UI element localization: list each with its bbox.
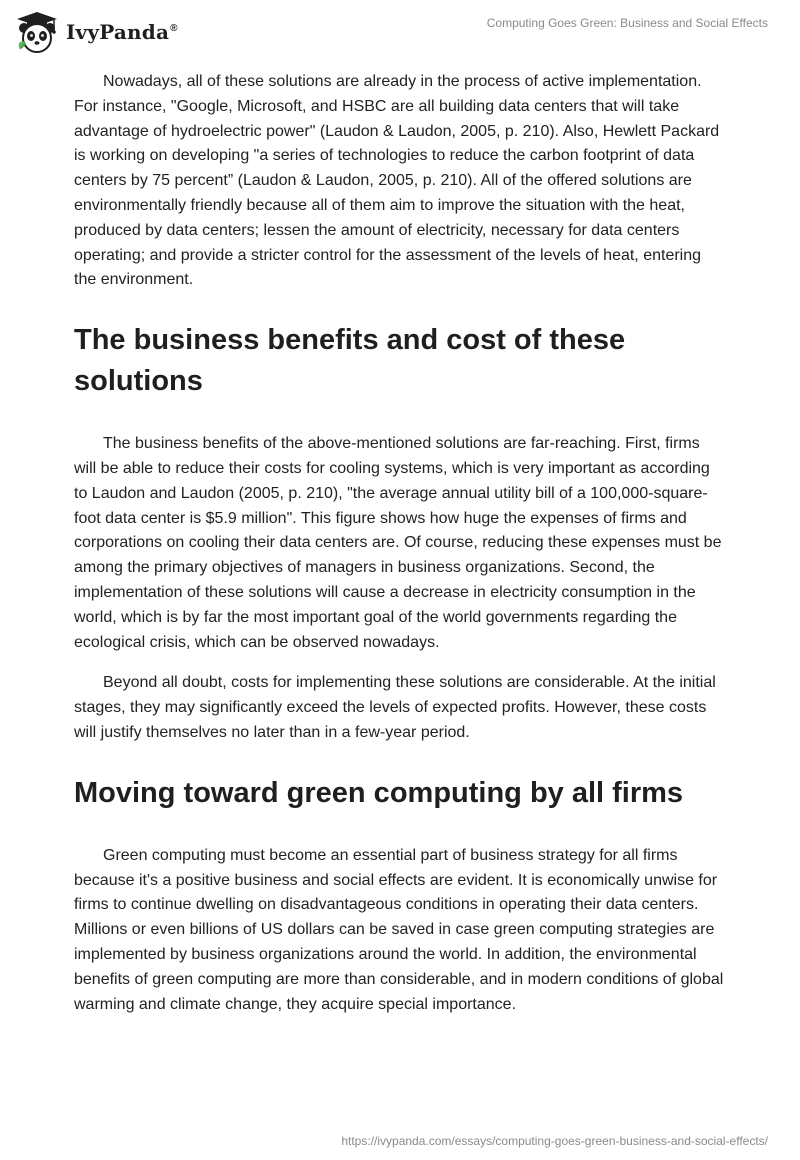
page-header bbox=[0, 0, 800, 62]
ivypanda-logo[interactable] bbox=[14, 9, 178, 55]
registered-mark: ® bbox=[170, 23, 178, 35]
paragraph-green-computing: Green computing must become an essential part of business strategy for all firms because it's a positive business and social effects are evident. It is economically unwise for firms to continue dwelling on disadvantageous conditions in operating their data centers. Millions or even billions of US dollars can be saved in case green computing strategies are implemented by business organizations around the world. In addition, the environmental benefits of green computing are more than considerable, and in modern conditions of global warming and climate change, they acquire special importance. bbox=[74, 846, 724, 1013]
heading-green-computing: Moving toward green computing by all firms bbox=[74, 776, 684, 809]
essay-content bbox=[74, 70, 726, 1033]
heading-business-benefits: The business benefits and cost of these solutions bbox=[74, 324, 626, 398]
paragraph-benefits: The business benefits of the above-mentioned solutions are far-reaching. First, firms will be able to reduce their costs for cooling systems, which is very important as according to Laudon and Laudon (2005, p. 210), "the average annual utility bill of a 100,000-square-foot data center is $5.9 million". This figure shows how huge the expenses of firms and corporations on cooling their data centers are. Of course, reducing these expenses must be among the primary objectives of managers in business organizations. Second, the implementation of these solutions will cause a decrease in electricity consumption in the world, which is by far the most important goal of the world governments regarding the ecological crisis, which can be observed nowadays. bbox=[74, 435, 722, 651]
source-url[interactable]: https://ivypanda.com/essays/computing-goes-green-business-and-social-effects/ bbox=[341, 1134, 768, 1148]
document-title: Computing Goes Green: Business and Social Effects bbox=[486, 16, 768, 30]
panda-graduate-icon bbox=[14, 9, 60, 55]
paragraph-costs: Beyond all doubt, costs for implementing these solutions are considerable. At the initial stages, they may significantly exceed the levels of expected profits. However, these costs will justify themselves no later than in a few-year period. bbox=[74, 674, 716, 741]
brand-name: IvyPanda® bbox=[66, 20, 178, 44]
paragraph-implementation: Nowadays, all of these solutions are already in the process of active implementation. For instance, "Google, Microsoft, and HSBC are all building data centers that will take advantage of hydroelectric power" (Laudon & Laudon, 2005, p. 210). Also, Hewlett Packard is working on developing "a series of technologies to reduce the carbon footprint of data centers by 75 percent” (Laudon & Laudon, 2005, p. 210). All of the offered solutions are environmentally friendly because all of them aim to improve the situation with the heat, produced by data centers; lessen the amount of electricity, necessary for data centers operating; and provide a stricter control for the assessment of the levels of heat, entering the environment. bbox=[74, 73, 720, 289]
